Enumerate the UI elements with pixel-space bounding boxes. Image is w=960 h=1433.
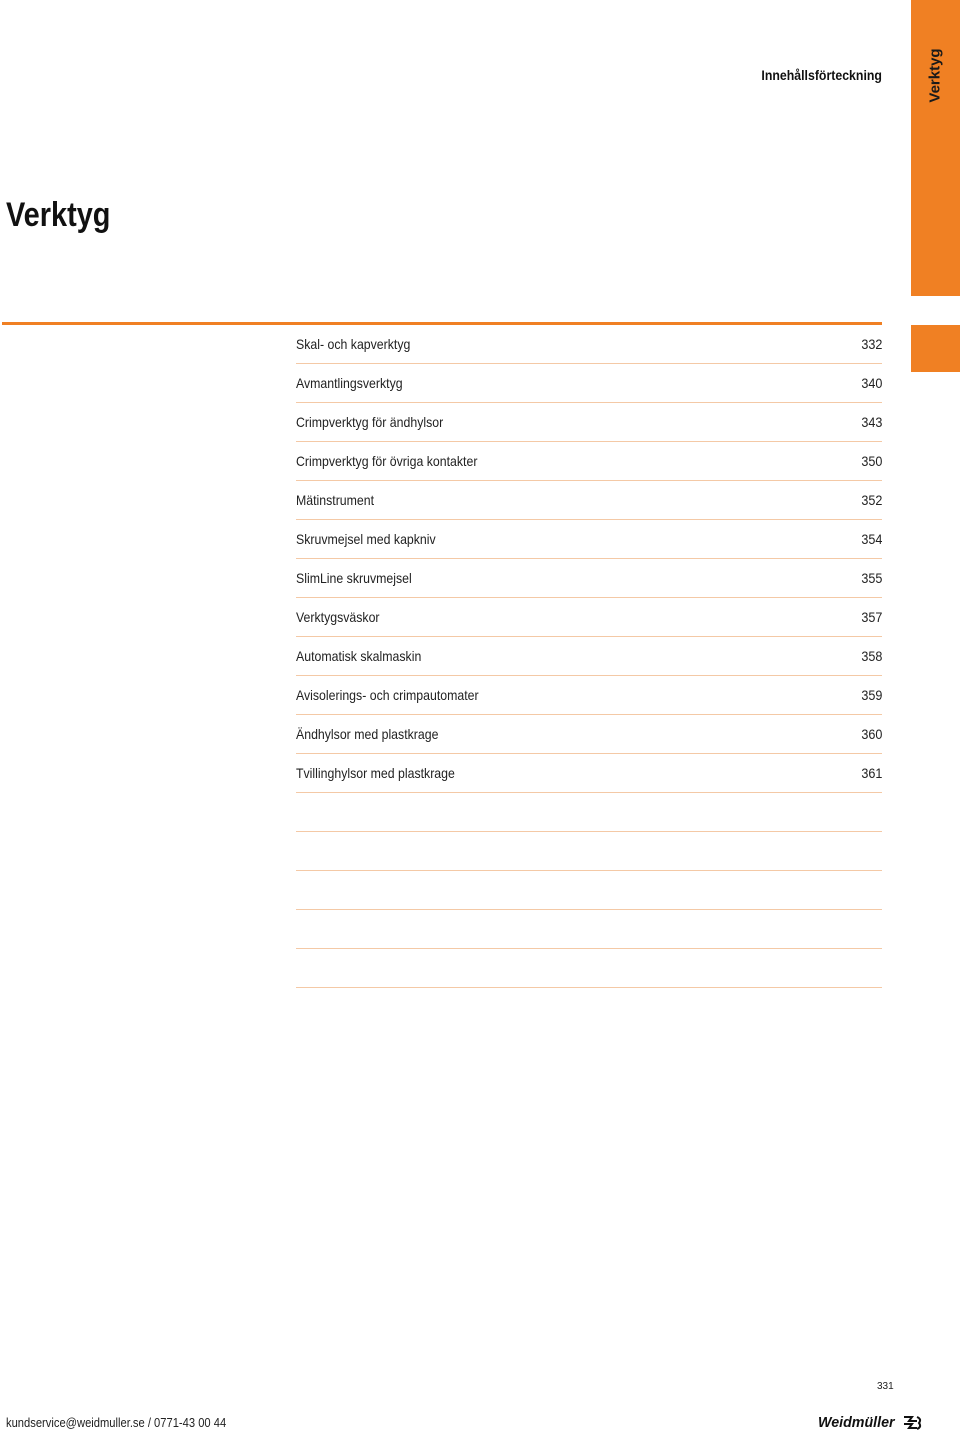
toc-page-number: 343: [860, 414, 882, 430]
logo-wordmark: Weidmüller: [818, 1414, 895, 1431]
toc-label: Crimpverktyg för ändhylsor: [296, 414, 444, 430]
toc-row[interactable]: [296, 559, 882, 598]
toc-row[interactable]: [296, 325, 882, 364]
toc-page-number: 340: [860, 375, 882, 391]
empty-toc-line: [296, 832, 882, 871]
toc-label: Crimpverktyg för övriga kontakter: [296, 453, 478, 469]
toc-label: Mätinstrument: [296, 492, 375, 508]
toc-page-number: 355: [860, 570, 882, 586]
toc-row[interactable]: [296, 676, 882, 715]
toc-page-number: 350: [860, 453, 882, 469]
page-title: Verktyg: [6, 196, 111, 234]
toc-page-number: 332: [860, 336, 882, 352]
toc-label: Skruvmejsel med kapkniv: [296, 531, 436, 547]
toc-label: Tvillinghylsor med plastkrage: [296, 765, 455, 781]
toc-row[interactable]: [296, 520, 882, 559]
toc-page-number: 357: [860, 609, 882, 625]
toc-page-number: 360: [860, 726, 882, 742]
empty-toc-line: [296, 949, 882, 988]
toc-label: Verktygsväskor: [296, 609, 380, 625]
toc-page-number: 354: [860, 531, 882, 547]
side-tab-label-wrap: [911, 0, 960, 150]
side-marker-block: [911, 325, 960, 372]
toc-row[interactable]: [296, 481, 882, 520]
header-title: Innehållsförteckning: [761, 67, 882, 83]
toc-row[interactable]: [296, 442, 882, 481]
toc-row[interactable]: [296, 637, 882, 676]
toc-row[interactable]: [296, 364, 882, 403]
toc-row[interactable]: [296, 598, 882, 637]
side-tab-label: Verktyg: [927, 47, 945, 103]
empty-toc-line: [296, 793, 882, 832]
logo-emblem-icon: [903, 1415, 923, 1431]
empty-toc-line: [296, 871, 882, 910]
toc-label: Avmantlingsverktyg: [296, 375, 403, 391]
toc-page-number: 352: [860, 492, 882, 508]
toc-label: Avisolerings- och crimpautomater: [296, 687, 479, 703]
toc-label: Ändhylsor med plastkrage: [296, 726, 439, 742]
toc-page-number: 361: [860, 765, 882, 781]
toc-row[interactable]: [296, 403, 882, 442]
page-number: 331: [877, 1381, 894, 1392]
toc-label: Automatisk skalmaskin: [296, 648, 422, 664]
weidmuller-logo: [818, 1414, 923, 1431]
toc-page-number: 359: [860, 687, 882, 703]
table-of-contents: [296, 325, 882, 988]
empty-toc-line: [296, 910, 882, 949]
toc-label: Skal- och kapverktyg: [296, 336, 411, 352]
toc-row[interactable]: [296, 715, 882, 754]
toc-row[interactable]: [296, 754, 882, 793]
footer-contact[interactable]: kundservice@weidmuller.se / 0771-43 00 44: [6, 1415, 227, 1430]
toc-page-number: 358: [860, 648, 882, 664]
toc-label: SlimLine skruvmejsel: [296, 570, 412, 586]
